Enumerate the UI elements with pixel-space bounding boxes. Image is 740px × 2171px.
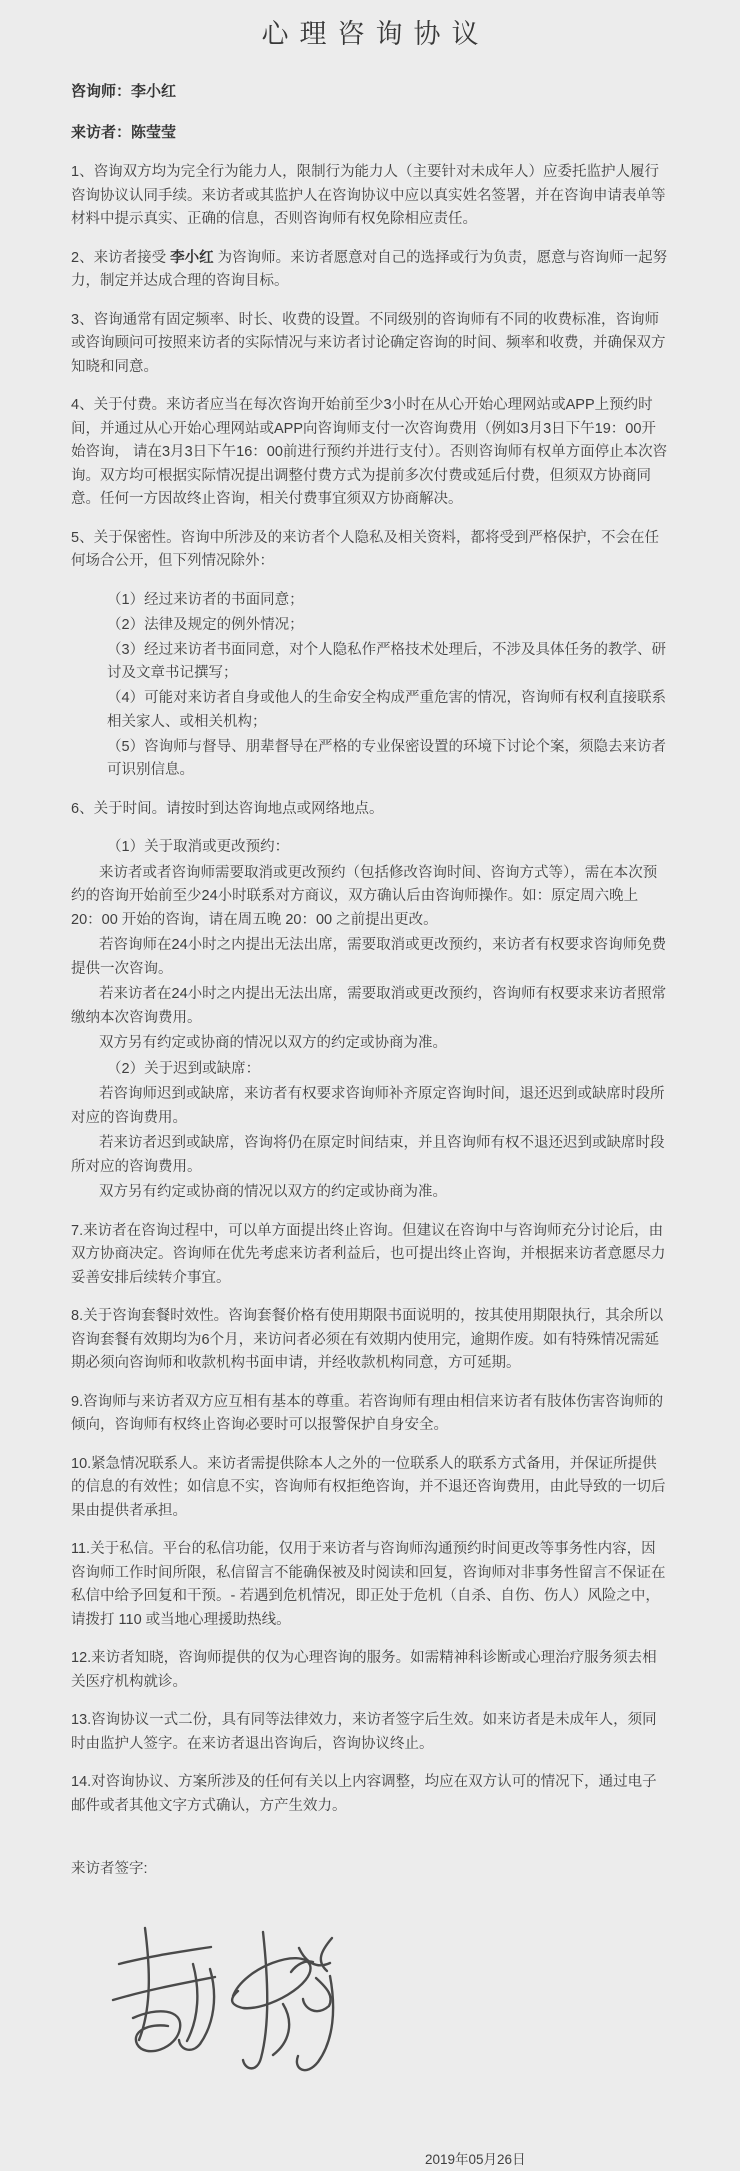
clause-12: 12.来访者知晓，咨询师提供的仅为心理咨询的服务。如需精神科诊断或心理治疗服务须去相关医疗机构就诊。 xyxy=(71,1647,669,1694)
client-signature xyxy=(105,1912,337,2084)
clause-6-sub1-p2: 若咨询师在24小时之内提出无法出席，需要取消或更改预约，来访者有权要求咨询师免费提供一次咨询。 xyxy=(71,934,669,981)
clause-5-item-4: （4）可能对来访者自身或他人的生命安全构成严重危害的情况，咨询师有权利直接联系相关家人、或相关机构； xyxy=(107,687,669,734)
clause-5-item-2: （2）法律及规定的例外情况； xyxy=(107,614,669,638)
clause-5-item-3: （3）经过来访者书面同意，对个人隐私作严格技术处理后，不涉及具体任务的教学、研讨及文章书记撰写； xyxy=(107,639,669,686)
clause-6-sub2-heading: （2）关于迟到或缺席： xyxy=(107,1058,669,1082)
clause-6-sub2-p3: 双方另有约定或协商的情况以双方的约定或协商为准。 xyxy=(71,1181,669,1205)
clause-7: 7.来访者在咨询过程中，可以单方面提出终止咨询。但建议在咨询中与咨询师充分讨论后，由双方协商决定。咨询师在优先考虑来访者利益后，也可提出终止咨询，并根据来访者意愿尽力妥善安排后续转介事宜。 xyxy=(71,1220,669,1291)
clause-8: 8.关于咨询套餐时效性。咨询套餐价格有使用期限书面说明的，按其使用期限执行，其余所以咨询套餐有效期均为6个月，来访问者必须在有效期内使用完，逾期作废。如有特殊情况需延期必须向咨询师和收款机构书面申请，并经收款机构同意，方可延期。 xyxy=(71,1305,669,1376)
counselor-name: 李小红 xyxy=(131,83,176,100)
clause-6-sub1-p4: 双方另有约定或协商的情况以双方的约定或协商为准。 xyxy=(71,1032,669,1056)
clause-6: 6、关于时间。请按时到达咨询地点或网络地点。 xyxy=(71,798,669,822)
client-label: 来访者： xyxy=(71,124,131,141)
clause-6-sub1-heading: （1）关于取消或更改预约： xyxy=(107,836,669,860)
clause-9: 9.咨询师与来访者双方应互相有基本的尊重。若咨询师有理由相信来访者有肢体伤害咨询师的倾向，咨询师有权终止咨询必要时可以报警保护自身安全。 xyxy=(71,1391,669,1438)
page-title: 心理咨询协议 xyxy=(71,14,669,54)
document-date: 2019年05月26日 xyxy=(425,2148,669,2171)
clause-10: 10.紧急情况联系人。来访者需提供除本人之外的一位联系人的联系方式备用，并保证所提供的信息的有效性；如信息不实，咨询师有权拒绝咨询，并不退还咨询费用，由此导致的一切后果由提供者承担。 xyxy=(71,1453,669,1524)
clause-13: 13.咨询协议一式二份，具有同等法律效力，来访者签字后生效。如来访者是未成年人，须同时由监护人签字。在来访者退出咨询后，咨询协议终止。 xyxy=(71,1709,669,1756)
counselor-name-inline: 李小红 xyxy=(170,250,214,266)
client-line xyxy=(71,121,669,145)
clause-6-sub2-p2: 若来访者迟到或缺席，咨询将仍在原定时间结束，并且咨询师有权不退还迟到或缺席时段所对应的咨询费用。 xyxy=(71,1132,669,1179)
clause-2-suffix: 为咨询师。来访者愿意对自己的选择或行为负责，愿意与咨询师一起努力，制定并达成合理的咨询目标。 xyxy=(71,250,667,290)
clause-3: 3、咨询通常有固定频率、时长、收费的设置。不同级别的咨询师有不同的收费标准，咨询师或咨询顾问可按照来访者的实际情况与来访者讨论确定咨询的时间、频率和收费，并确保双方知晓和同意。 xyxy=(71,309,669,380)
clause-4: 4、关于付费。来访者应当在每次咨询开始前至少3小时在从心开始心理网站或APP上预约时间，并通过从心开始心理网站或APP向咨询师支付一次咨询费用（例如3月3日下午19：00开始咨询， 请在3月3日下午16：00前进行预约并进行支付）。否则咨询师有权单方面停止本次咨询。双方均可根据实际情况提出调整付费方式为提前多次付费或延后付费，但须双方协商同意。任何一方因故终止咨询，相关付费事宜须双方协商解决。 xyxy=(71,394,669,512)
clause-6-sub1-p3: 若来访者在24小时之内提出无法出席，需要取消或更改预约，咨询师有权要求来访者照常缴纳本次咨询费用。 xyxy=(71,983,669,1030)
clause-2 xyxy=(71,247,669,294)
clause-1: 1、咨询双方均为完全行为能力人，限制行为能力人（主要针对未成年人）应委托监护人履行咨询协议认同手续。来访者或其监护人在咨询协议中应以真实姓名签署，并在咨询申请表单等材料中提示真实、正确的信息，否则咨询师有权免除相应责任。 xyxy=(71,161,669,232)
signature-label: 来访者签字: xyxy=(71,1858,669,1882)
clause-2-prefix: 2、来访者接受 xyxy=(71,250,170,266)
clause-6-sub1-p1: 来访者或者咨询师需要取消或更改预约（包括修改咨询时间、咨询方式等），需在本次预约的咨询开始前至少24小时联系对方商议，双方确认后由咨询师操作。如：原定周六晚上 20：00 开始的咨询，请在周五晚 20：00 之前提出更改。 xyxy=(71,862,669,933)
clause-6-sub2-p1: 若咨询师迟到或缺席，来访者有权要求咨询师补齐原定咨询时间，退还迟到或缺席时段所对应的咨询费用。 xyxy=(71,1083,669,1130)
clause-5-item-1: （1）经过来访者的书面同意； xyxy=(107,589,669,613)
clause-11: 11.关于私信。平台的私信功能，仅用于来访者与咨询师沟通预约时间更改等事务性内容，因咨询师工作时间所限，私信留言不能确保被及时阅读和回复，咨询师对非事务性留言不保证在私信中给予回复和干预。- 若遇到危机情况，即正处于危机（自杀、自伤、伤人）风险之中，请拨打 110 或当地心理援助热线。 xyxy=(71,1538,669,1632)
client-name: 陈莹莹 xyxy=(131,124,176,141)
clause-5-item-5: （5）咨询师与督导、朋辈督导在严格的专业保密设置的环境下讨论个案，须隐去来访者可识别信息。 xyxy=(107,736,669,783)
clause-14: 14.对咨询协议、方案所涉及的任何有关以上内容调整，均应在双方认可的情况下，通过电子邮件或者其他文字方式确认，方产生效力。 xyxy=(71,1771,669,1818)
counselor-label: 咨询师： xyxy=(71,83,131,100)
counselor-line xyxy=(71,80,669,104)
clause-5: 5、关于保密性。咨询中所涉及的来访者个人隐私及相关资料，都将受到严格保护，不会在任何场合公开，但下列情况除外： xyxy=(71,527,669,574)
